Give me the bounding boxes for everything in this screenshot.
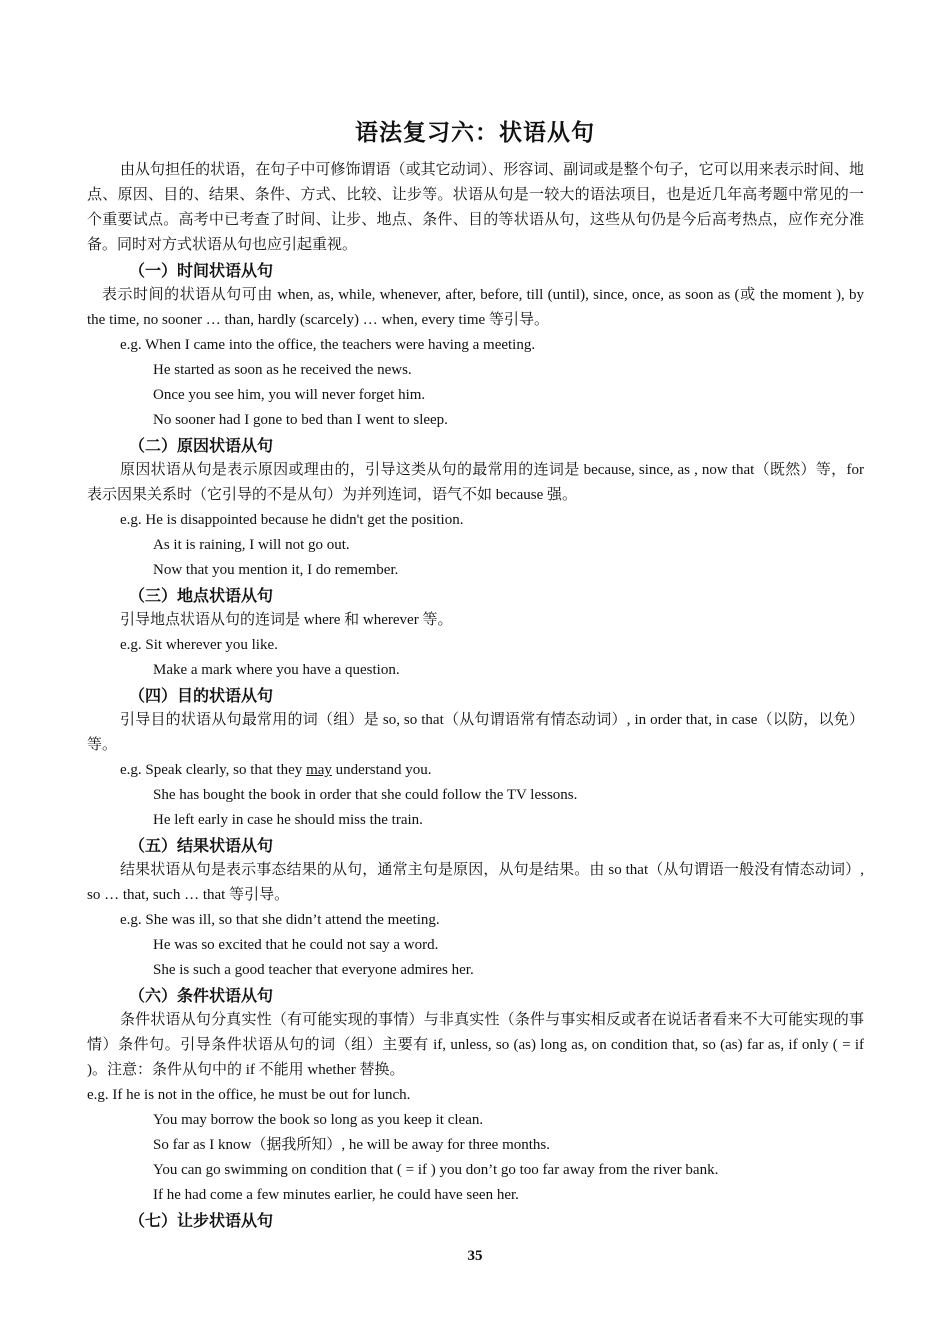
section-desc-condition: 条件状语从句分真实性（有可能实现的事情）与非真实性（条件与事实相反或者在说话者看来不大可能实现的事情）条件句。引导条件状语从句的词（组）主要有 if, unless, so (as) long as, on condition that, so (as) far as, if only ( = if )。注意：条件从句中的 if 不能用 whether 替换。 <box>87 1012 864 1078</box>
section-heading-concession: （七）让步状语从句 <box>129 1211 274 1230</box>
example-sentence: Make a mark where you have a question. <box>153 662 400 678</box>
example-lead-start: e.g. Speak clearly, so that they <box>120 762 307 778</box>
section-heading-place: （三）地点状语从句 <box>129 586 274 605</box>
example-lead: e.g. Sit wherever you like. <box>120 637 278 653</box>
section-desc-purpose: 引导目的状语从句最常用的词（组）是 so, so that（从句谓语常有情态动词）, in order that, in case（以防，以免）等。 <box>87 712 864 753</box>
example-sentence: Once you see him, you will never forget him. <box>153 387 426 403</box>
section-desc-reason: 原因状语从句是表示原因或理由的，引导这类从句的最常用的连词是 because, since, as , now that（既然）等，for 表示因果关系时（它引导的不是从句）为并列连词，语气不如 because 强。 <box>87 462 864 503</box>
example-sentence: If he had come a few minutes earlier, he could have seen her. <box>153 1187 519 1203</box>
section-heading-result: （五）结果状语从句 <box>129 836 274 855</box>
document-body <box>87 158 864 1233</box>
example-lead: e.g. She was ill, so that she didn’t attend the meeting. <box>120 912 440 928</box>
example-sentence: You can go swimming on condition that ( = if ) you don’t go too far away from the river bank. <box>153 1162 719 1178</box>
example-sentence: No sooner had I gone to bed than I went to sleep. <box>153 412 448 428</box>
example-lead: e.g. When I came into the office, the teachers were having a meeting. <box>120 337 536 353</box>
example-sentence: You may borrow the book so long as you keep it clean. <box>153 1112 484 1128</box>
section-heading-condition: （六）条件状语从句 <box>129 986 274 1005</box>
example-lead-end: understand you. <box>331 762 432 778</box>
example-sentence: She has bought the book in order that she could follow the TV lessons. <box>153 787 578 803</box>
example-sentence: As it is raining, I will not go out. <box>153 537 350 553</box>
page-number: 35 <box>467 1248 483 1264</box>
section-desc-time: 表示时间的状语从句可由 when, as, while, whenever, after, before, till (until), since, once, as soon as (或 the moment ), by the time, no sooner … than, hardly (scarcely) … when, every time 等引导。 <box>87 287 864 328</box>
page-title: 语法复习六：状语从句 <box>355 119 595 146</box>
underlined-word: may <box>306 762 332 778</box>
intro-paragraph: 由从句担任的状语，在句子中可修饰谓语（或其它动词）、形容词、副词或是整个句子，它可以用来表示时间、地点、原因、目的、结果、条件、方式、比较、让步等。状语从句是一较大的语法项目，也是近几年高考题中常见的一个重要试点。高考中已考查了时间、让步、地点、条件、目的等状语从句，这些从句仍是今后高考热点，应作充分准备。同时对方式状语从句也应引起重视。 <box>87 162 864 253</box>
section-heading-purpose: （四）目的状语从句 <box>129 686 274 705</box>
section-heading-time: （一）时间状语从句 <box>129 261 274 280</box>
example-sentence: He left early in case he should miss the train. <box>153 812 423 828</box>
example-sentence: He started as soon as he received the news. <box>153 362 412 378</box>
example-sentence: Now that you mention it, I do remember. <box>153 562 399 578</box>
example-lead: e.g. If he is not in the office, he must be out for lunch. <box>87 1087 411 1103</box>
section-desc-result: 结果状语从句是表示事态结果的从句，通常主句是原因，从句是结果。由 so that（从句谓语一般没有情态动词）, so … that, such … that 等引导。 <box>87 862 864 903</box>
example-lead <box>87 758 864 783</box>
example-lead: e.g. He is disappointed because he didn't get the position. <box>120 512 464 528</box>
example-sentence: She is such a good teacher that everyone admires her. <box>153 962 474 978</box>
section-desc-place: 引导地点状语从句的连词是 where 和 wherever 等。 <box>120 612 453 628</box>
section-heading-reason: （二）原因状语从句 <box>129 436 274 455</box>
example-sentence: He was so excited that he could not say a word. <box>153 937 439 953</box>
example-sentence: So far as I know（据我所知）, he will be away for three months. <box>153 1137 551 1153</box>
